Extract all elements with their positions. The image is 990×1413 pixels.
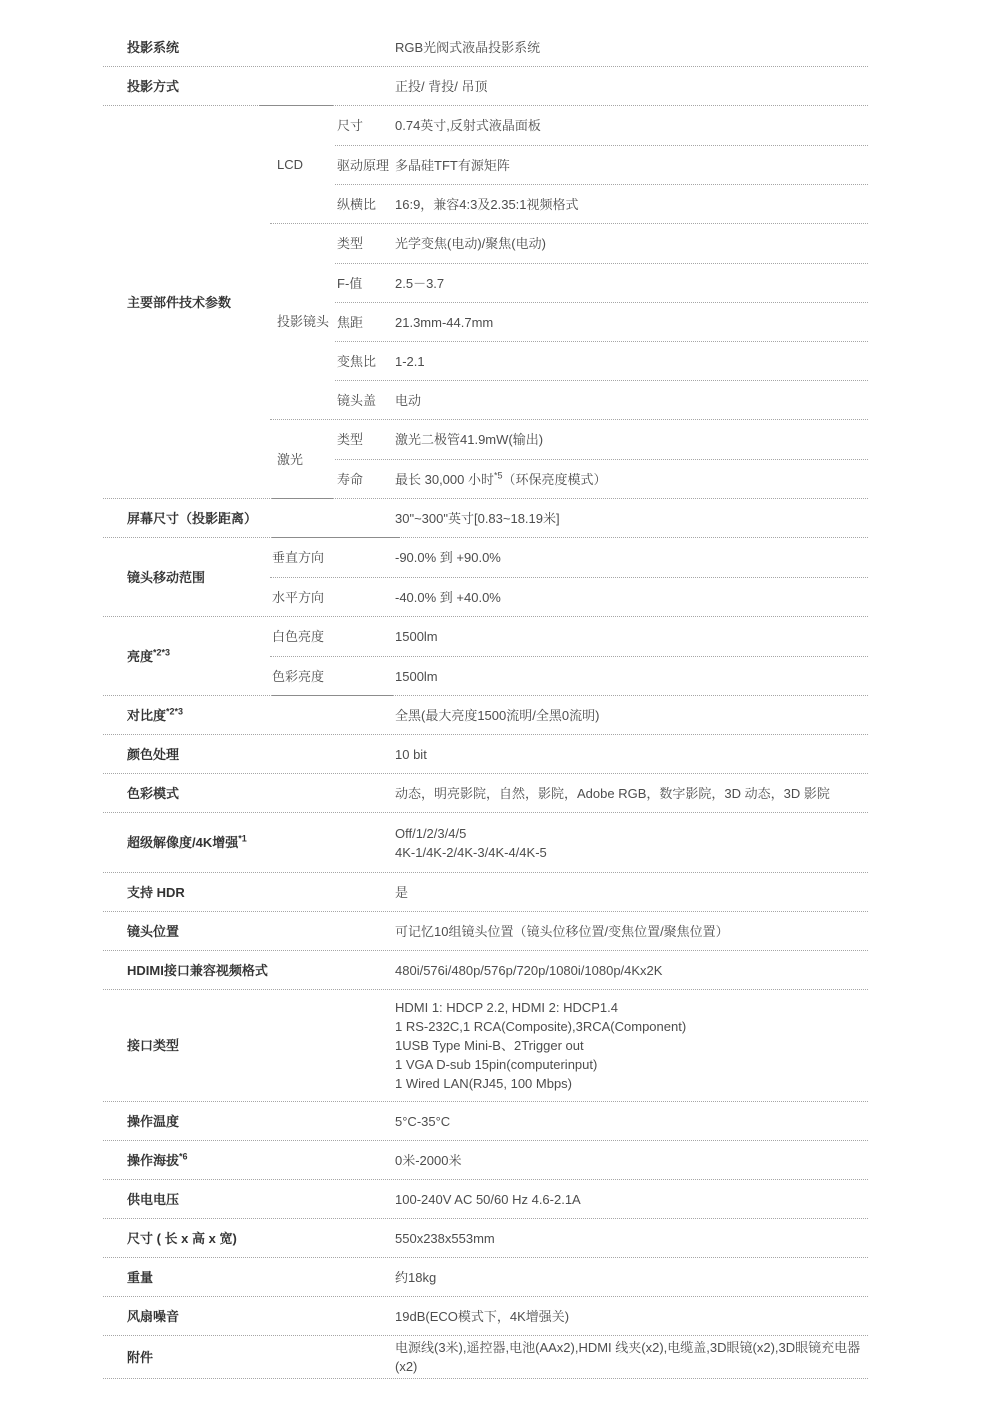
spec-value: 可记忆10组镜头位置（镜头位移位置/变焦位置/聚焦位置） <box>395 923 729 939</box>
attr-value: 1-2.1 <box>395 353 425 369</box>
row-super-resolution <box>103 813 868 873</box>
spec-label: 重量 <box>127 1269 154 1285</box>
footnote-mark: *2*3 <box>166 706 184 717</box>
attr-value: 2.5－3.7 <box>395 275 445 291</box>
row-lens-position <box>103 912 868 951</box>
spec-value: 5°C-35°C <box>395 1113 451 1129</box>
spec-value <box>395 996 868 1095</box>
row-fan-noise <box>103 1297 868 1336</box>
footnote-mark: *6 <box>179 1151 188 1162</box>
component-groups <box>270 106 868 498</box>
footnote-mark: *1 <box>238 833 247 844</box>
group-label: 投影镜头 <box>277 314 330 329</box>
attr-value: 0.74英寸,反射式液晶面板 <box>395 118 541 133</box>
value-line: 1USB Type Mini-B、2Trigger out <box>395 1038 584 1053</box>
spec-label: 色彩模式 <box>127 785 180 801</box>
spec-subrow <box>270 656 868 695</box>
footnote-mark: *5 <box>494 470 503 481</box>
attr-value: 1500lm <box>395 629 438 644</box>
label-text: 对比度 <box>127 707 167 723</box>
row-brightness <box>103 617 868 696</box>
spec-label <box>103 831 395 854</box>
value-line: 1 VGA D-sub 15pin(computerinput) <box>395 1057 598 1072</box>
attr-label: 白色亮度 <box>272 629 325 644</box>
attr-label: 垂直方向 <box>272 550 325 565</box>
spec-value: 19dB(ECO模式下，4K增强关) <box>395 1308 570 1324</box>
label-text: 亮度 <box>127 648 154 664</box>
spec-label: 尺寸 ( 长 x 高 x 宽) <box>127 1230 237 1246</box>
value-line: HDMI 1: HDCP 2.2, HDMI 2: HDCP1.4 <box>395 1000 618 1015</box>
label-text: 超级解像度/4K增强 <box>127 835 239 850</box>
spec-label: HDIMI接口兼容视频格式 <box>127 962 268 978</box>
attr-label: 驱动原理 <box>337 157 390 173</box>
spec-value <box>395 822 868 864</box>
spec-subrow <box>335 145 868 184</box>
footnote-mark: *2*3 <box>153 647 171 658</box>
spec-label: 风扇噪音 <box>127 1308 180 1324</box>
spec-label <box>103 617 270 695</box>
attr-value: 激光二极管41.9mW(输出) <box>395 432 544 447</box>
row-projection-mode <box>103 67 868 106</box>
spec-subrow <box>335 380 868 419</box>
attr-label: 纵横比 <box>337 196 377 212</box>
value-text: 最长 30,000 小时 <box>395 471 494 487</box>
row-color-processing <box>103 735 868 774</box>
spec-label: 颜色处理 <box>127 746 180 762</box>
group-lcd <box>270 106 868 223</box>
attr-value: 电动 <box>395 392 422 408</box>
attr-value: 21.3mm-44.7mm <box>395 314 494 330</box>
attr-label: 镜头盖 <box>337 392 377 408</box>
attr-value: -90.0% 到 +90.0% <box>395 550 501 565</box>
spec-value: 约18kg <box>395 1269 437 1285</box>
spec-subrow <box>335 420 868 459</box>
row-projection-system <box>103 28 868 67</box>
spec-label: 屏幕尺寸（投影距离） <box>127 510 258 526</box>
spec-subrow <box>335 184 868 223</box>
spec-value: 480i/576i/480p/576p/720p/1080i/1080p/4Kx2K <box>395 962 663 978</box>
row-interfaces <box>103 990 868 1102</box>
attr-label: 变焦比 <box>337 353 377 369</box>
spec-value: 正投/ 背投/ 吊顶 <box>395 78 488 94</box>
value-line: 1 Wired LAN(RJ45, 100 Mbps) <box>395 1076 573 1091</box>
row-hdr-support <box>103 873 868 912</box>
attr-label: 类型 <box>337 236 364 251</box>
row-operating-altitude <box>103 1141 868 1180</box>
spec-value: 30"~300"英寸[0.83~18.19米] <box>395 510 560 526</box>
row-contrast <box>103 696 868 735</box>
spec-subrow <box>335 263 868 302</box>
attr-label: 尺寸 <box>337 118 364 133</box>
spec-subrow <box>270 538 868 577</box>
spec-label: 支持 HDR <box>127 884 185 900</box>
spec-value: 10 bit <box>395 746 427 762</box>
spec-table <box>103 28 868 1379</box>
row-operating-temp <box>103 1102 868 1141</box>
row-hdmi-formats <box>103 951 868 990</box>
group-laser <box>270 419 868 498</box>
spec-value: 100-240V AC 50/60 Hz 4.6-2.1A <box>395 1191 581 1207</box>
row-main-components <box>103 106 868 499</box>
attr-value: 16:9，兼容4:3及2.35:1视频格式 <box>395 196 579 212</box>
spec-value: 550x238x553mm <box>395 1230 495 1246</box>
attr-label: 水平方向 <box>272 589 325 605</box>
value-line: Off/1/2/3/4/5 <box>395 825 467 841</box>
spec-subrow <box>335 302 868 341</box>
attr-label: 寿命 <box>337 471 364 487</box>
spec-subrow <box>335 341 868 380</box>
attr-label: 色彩亮度 <box>272 668 325 684</box>
attr-label: 类型 <box>337 432 364 447</box>
spec-subrow <box>335 459 868 498</box>
row-weight <box>103 1258 868 1297</box>
attr-value: 多晶硅TFT有源矩阵 <box>395 157 510 173</box>
spec-label <box>103 704 395 727</box>
spec-value: 电源线(3米),遥控器,电池(AAx2),HDMI 线夹(x2),电缆盖,3D眼镜(x2),3D眼镜充电器(x2) <box>395 1340 861 1374</box>
spec-label: 镜头位置 <box>127 923 180 939</box>
attr-value: 1500lm <box>395 668 438 684</box>
spec-value: 动态，明亮影院，自然，影院，Adobe RGB，数字影院，3D 动态，3D 影院 <box>395 785 830 801</box>
spec-value: 是 <box>395 884 409 900</box>
solid-divider-segment <box>272 537 400 538</box>
spec-label: 附件 <box>127 1349 154 1365</box>
attr-value: -40.0% 到 +40.0% <box>395 589 501 605</box>
group-label: 激光 <box>277 451 304 467</box>
spec-subrow <box>270 577 868 616</box>
spec-label <box>103 1149 395 1172</box>
spec-label: 主要部件技术参数 <box>127 294 232 310</box>
attr-label: F-值 <box>337 275 363 291</box>
row-power-voltage <box>103 1180 868 1219</box>
value-line: 1 RS-232C,1 RCA(Composite),3RCA(Component) <box>395 1019 687 1034</box>
value-line: 4K-1/4K-2/4K-3/4K-4/4K-5 <box>395 844 547 860</box>
row-color-modes <box>103 774 868 813</box>
spec-subrow <box>270 617 868 656</box>
spec-label: 接口类型 <box>127 1038 180 1053</box>
spec-value: 0米-2000米 <box>395 1152 462 1168</box>
spec-label: 供电电压 <box>127 1191 180 1207</box>
row-dimensions <box>103 1219 868 1258</box>
row-lens-shift <box>103 538 868 617</box>
spec-label: 镜头移动范围 <box>127 569 206 585</box>
spec-subrow <box>335 224 868 263</box>
spec-subrow <box>335 106 868 145</box>
spec-label: 投影系统 <box>127 39 180 55</box>
label-text: 操作海拔 <box>127 1152 180 1168</box>
attr-value <box>395 468 868 491</box>
spec-value: 全黑(最大亮度1500流明/全黑0流明) <box>395 707 600 723</box>
row-screen-size <box>103 499 868 538</box>
group-label: LCD <box>277 157 304 172</box>
attr-value: 光学变焦(电动)/聚焦(电动) <box>395 236 546 251</box>
group-projection-lens <box>270 223 868 419</box>
spec-label: 操作温度 <box>127 1113 180 1129</box>
spec-value: RGB光阀式液晶投影系统 <box>395 39 541 55</box>
solid-divider-segment <box>259 105 333 106</box>
value-text: （环保亮度模式） <box>502 471 607 487</box>
row-accessories <box>103 1336 868 1379</box>
attr-label: 焦距 <box>337 314 364 330</box>
spec-label: 投影方式 <box>127 78 180 94</box>
